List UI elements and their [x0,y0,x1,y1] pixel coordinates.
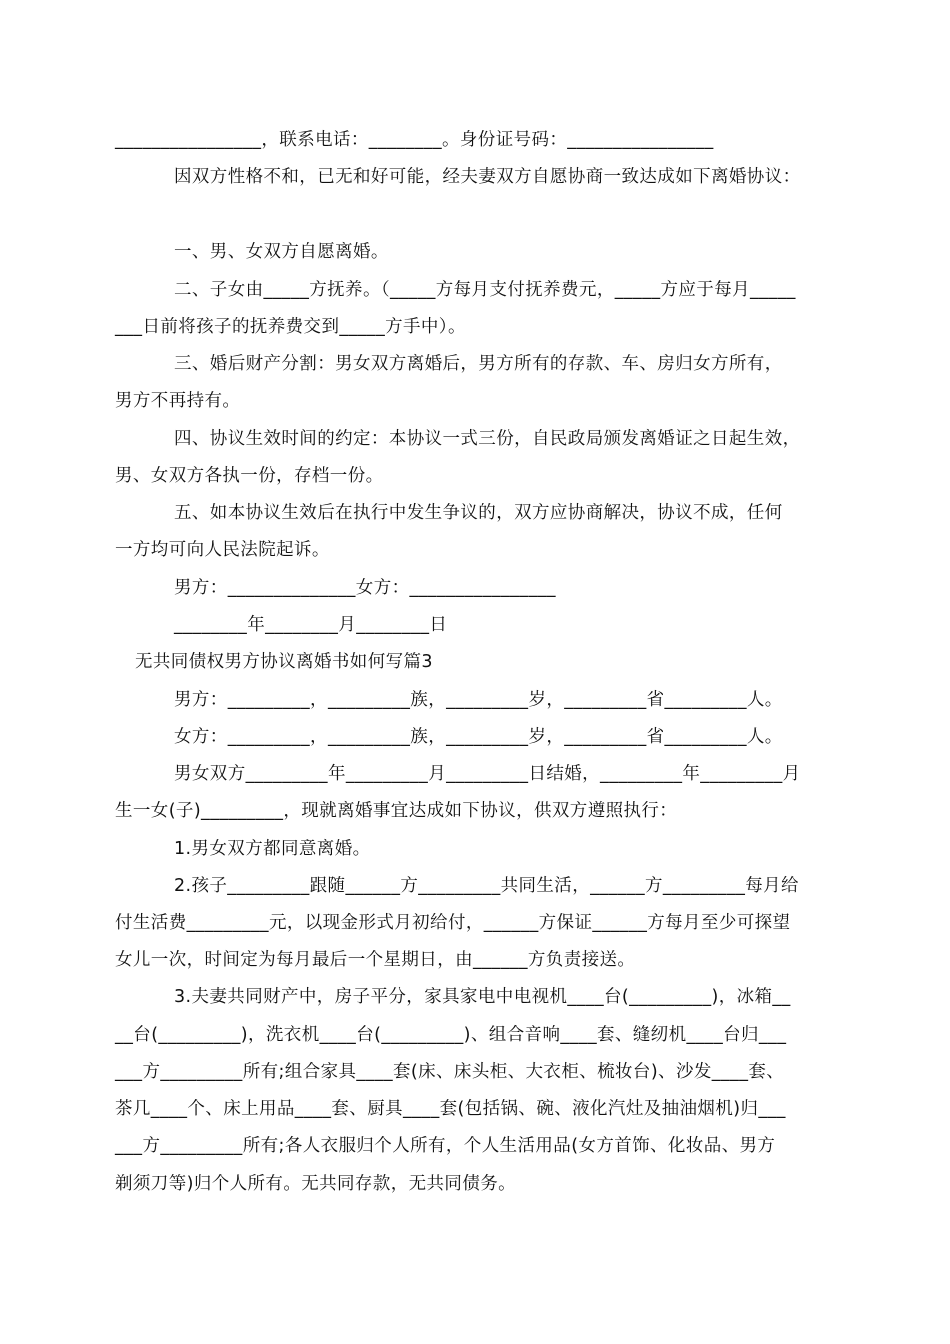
clause-3-line-1: 三、婚后财产分割：男女双方离婚后，男方所有的存款、车、房归女方所有， [174,354,783,374]
contact-id-line: ________________，联系电话：________。身份证号码：________________ [115,130,714,150]
date-line: ________年________月________日 [174,615,448,635]
clause-1: 一、男、女双方自愿离婚。 [174,242,389,262]
intro-paragraph: 因双方性格不和，已无和好可能，经夫妻双方自愿协商一致达成如下离婚协议： [174,167,801,187]
item-2-line-1: 2.孩子_________跟随______方_________共同生活，______方_________每月给 [174,876,799,896]
item-1: 1.男女双方都同意离婚。 [174,839,371,859]
item-3-line-5: ___方_________所有;各人衣服归个人所有，个人生活用品(女方首饰、化妆品、男方 [115,1136,776,1156]
husband-info: 男方：_________，_________族，_________岁，_________省_________人。 [174,690,783,710]
item-3-line-1: 3.夫妻共同财产中，房子平分，家具家电中电视机____台(_________)，冰箱__ [174,987,791,1007]
signature-line: 男方：______________女方：________________ [174,578,556,598]
clause-5-line-1: 五、如本协议生效后在执行中发生争议的，双方应协商解决，协议不成，任何 [174,503,783,523]
clause-4-line-2: 男、女双方各执一份，存档一份。 [115,466,384,486]
item-2-line-2: 付生活费_________元，以现金形式月初给付，______方保证______方每月至少可探望 [115,913,791,933]
clause-4-line-1: 四、协议生效时间的约定：本协议一式三份，自民政局颁发离婚证之日起生效， [174,429,801,449]
section-title: 无共同债权男方协议离婚书如何写篇3 [135,652,433,672]
item-3-line-2: __台(_________)，洗衣机____台(_________)、组合音响____套、缝纫机____台归___ [115,1025,787,1045]
clause-2-line-1: 二、子女由_____方抚养。（_____方每月支付抚养费元，_____方应于每月_____ [174,280,796,300]
item-2-line-3: 女儿一次，时间定为每月最后一个星期日，由______方负责接送。 [115,950,636,970]
item-3-line-3: ___方_________所有;组合家具____套(床、床头柜、大衣柜、梳妆台)、沙发____套、 [115,1062,785,1082]
marriage-line-2: 生一女(子)_________，现就离婚事宜达成如下协议，供双方遵照执行： [115,801,678,821]
marriage-line-1: 男女双方_________年_________月_________日结婚，_________年_________月 [174,764,801,784]
item-3-line-6: 剃须刀等)归个人所有。无共同存款，无共同债务。 [115,1174,517,1194]
item-3-line-4: 茶几____个、床上用品____套、厨具____套(包括锅、碗、液化汽灶及抽油烟机)归___ [115,1099,786,1119]
clause-3-line-2: 男方不再持有。 [115,391,241,411]
clause-2-line-2: ___日前将孩子的抚养费交到_____方手中）。 [115,317,466,337]
wife-info: 女方：_________，_________族，_________岁，_________省_________人。 [174,727,783,747]
clause-5-line-2: 一方均可向人民法院起诉。 [115,540,330,560]
